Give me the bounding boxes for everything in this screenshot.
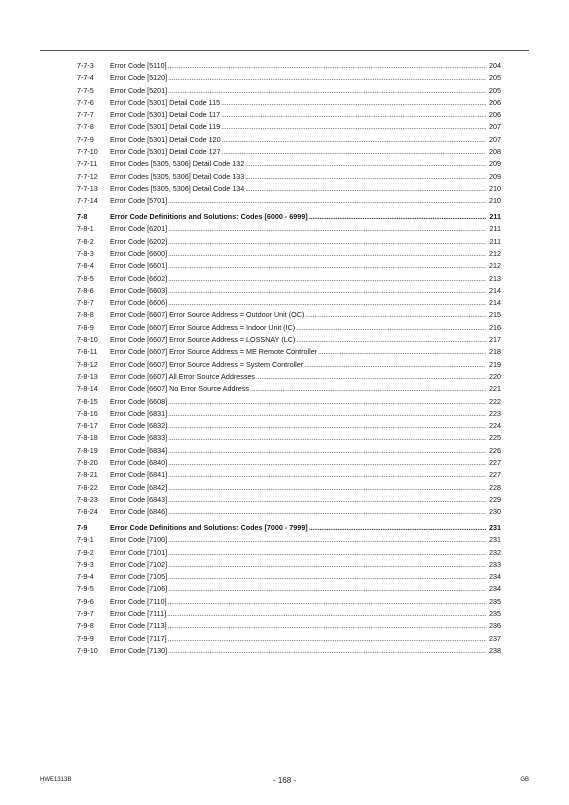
toc-entry-row[interactable] bbox=[77, 236, 501, 248]
toc-entry-number: 7-8-8 bbox=[77, 310, 94, 320]
toc-entry-row[interactable] bbox=[77, 297, 501, 309]
toc-entry-row[interactable] bbox=[77, 420, 501, 432]
toc-entry-number: 7-7-8 bbox=[77, 122, 94, 132]
dot-leader bbox=[168, 445, 486, 457]
toc-entry-number: 7-8-1 bbox=[77, 224, 94, 234]
toc-entry-page: 219 bbox=[489, 359, 501, 369]
toc-entry-number: 7-9-10 bbox=[77, 645, 98, 655]
toc-entry-page: 205 bbox=[489, 73, 501, 83]
document-code: HWE1313B bbox=[40, 777, 72, 783]
toc-entry-page: 227 bbox=[489, 470, 501, 480]
toc-entry-row[interactable] bbox=[77, 183, 501, 195]
toc-entry-row[interactable] bbox=[77, 97, 501, 109]
toc-entry-number: 7-8-3 bbox=[77, 248, 94, 258]
toc-entry-number: 7-8-17 bbox=[77, 421, 98, 431]
toc-entry-page: 216 bbox=[489, 322, 501, 332]
toc-entry-number: 7-9 bbox=[77, 522, 88, 532]
toc-entry-title: Error Code [7106] bbox=[110, 584, 168, 594]
toc-entry-page: 211 bbox=[489, 212, 501, 222]
header-rule bbox=[40, 50, 529, 51]
toc-entry-number: 7-9-3 bbox=[77, 559, 94, 569]
toc-entry-title: Error Codes [5305, 5306] Detail Code 134 bbox=[110, 183, 245, 193]
dot-leader bbox=[168, 285, 486, 297]
toc-entry-title: Error Code [5120] bbox=[110, 73, 168, 83]
toc-entry-row[interactable] bbox=[77, 309, 501, 321]
toc-entry-row[interactable] bbox=[77, 596, 501, 608]
toc-entry-title: Error Code [6606] bbox=[110, 298, 168, 308]
toc-entry-number: 7-7-13 bbox=[77, 183, 98, 193]
toc-entry-number: 7-7-7 bbox=[77, 110, 94, 120]
toc-entry-title: Error Code [5301] Detail Code 117 bbox=[110, 110, 221, 120]
dot-leader bbox=[245, 183, 486, 195]
toc-entry-page: 208 bbox=[489, 147, 501, 157]
toc-entry-title: Error Code [6603] bbox=[110, 285, 168, 295]
dot-leader bbox=[168, 195, 486, 207]
dot-leader bbox=[168, 297, 486, 309]
toc-entry-row[interactable] bbox=[77, 146, 501, 158]
toc-entry-page: 230 bbox=[489, 507, 501, 517]
toc-entry-title: Error Code [7101] bbox=[110, 547, 168, 557]
toc-entry-title: Error Code [5701] bbox=[110, 196, 168, 206]
toc-entry-page: 212 bbox=[489, 261, 501, 271]
toc-entry-page: 211 bbox=[489, 224, 501, 234]
toc-entry-number: 7-7-14 bbox=[77, 196, 98, 206]
toc-entry-page: 231 bbox=[489, 535, 501, 545]
toc-entry-page: 215 bbox=[489, 310, 501, 320]
toc-entry-row[interactable] bbox=[77, 260, 501, 272]
toc-entry-number: 7-8-5 bbox=[77, 273, 94, 283]
toc-entry-page: 222 bbox=[489, 396, 501, 406]
dot-leader bbox=[168, 534, 486, 546]
toc-entry-number: 7-8-21 bbox=[77, 470, 98, 480]
toc-entry-title: Error Code [5301] Detail Code 127 bbox=[110, 147, 221, 157]
toc-entry-row[interactable] bbox=[77, 121, 501, 133]
toc-entry-page: 211 bbox=[489, 236, 501, 246]
toc-entry-page: 227 bbox=[489, 458, 501, 467]
dot-leader bbox=[304, 359, 486, 371]
toc-entry-number: 7-8-16 bbox=[77, 408, 98, 418]
toc-entry-number: 7-8-4 bbox=[77, 261, 94, 271]
toc-entry-title: Error Code [6832] bbox=[110, 421, 168, 431]
toc-entry-number: 7-7-9 bbox=[77, 134, 94, 144]
toc-entry-row[interactable] bbox=[77, 506, 501, 518]
toc-entry-page: 236 bbox=[489, 621, 501, 631]
dot-leader bbox=[168, 248, 486, 260]
toc-entry-title: Error Code [6831] bbox=[110, 408, 168, 418]
dot-leader bbox=[168, 547, 486, 559]
toc-entry-title: Error Code [5301] Detail Code 120 bbox=[110, 134, 221, 144]
toc-entry-title: Error Code [5301] Detail Code 119 bbox=[110, 122, 221, 132]
toc-section-row[interactable] bbox=[77, 522, 501, 534]
dot-leader bbox=[309, 522, 486, 534]
toc-entry-page: 232 bbox=[489, 547, 501, 557]
toc-entry-row[interactable] bbox=[77, 432, 501, 444]
toc-entry-row[interactable] bbox=[77, 383, 501, 395]
toc-entry-page: 217 bbox=[489, 335, 501, 345]
toc-entry-page: 221 bbox=[489, 384, 501, 394]
toc-entry-title: Error Code [6840] bbox=[110, 458, 168, 467]
toc-entry-number: 7-8-7 bbox=[77, 298, 94, 308]
toc-entry-row[interactable] bbox=[77, 195, 501, 207]
toc-entry-title: Error Code [6607] Error Source Address = ME Remote Controller bbox=[110, 347, 318, 357]
toc-entry-row[interactable] bbox=[77, 346, 501, 358]
toc-entry-number: 7-8-23 bbox=[77, 494, 98, 504]
dot-leader bbox=[168, 469, 486, 481]
toc-entry-number: 7-7-6 bbox=[77, 97, 94, 107]
toc-entry-row[interactable] bbox=[77, 408, 501, 420]
toc-entry-row[interactable] bbox=[77, 322, 501, 334]
toc-entry-row[interactable] bbox=[77, 171, 501, 183]
toc-entry-page: 204 bbox=[489, 61, 501, 70]
dot-leader bbox=[245, 158, 486, 170]
dot-leader bbox=[245, 171, 486, 183]
toc-entry-number: 7-8-19 bbox=[77, 445, 98, 455]
toc-entry-title: Error Code [6201] bbox=[110, 224, 168, 234]
toc-entry-title: Error Code [6833] bbox=[110, 433, 168, 443]
toc-entry-title: Error Code [6607] Error Source Address = Indoor Unit (IC) bbox=[110, 322, 296, 332]
toc-entry-number: 7-8-2 bbox=[77, 236, 94, 246]
toc-entry-page: 225 bbox=[489, 433, 501, 443]
dot-leader bbox=[168, 72, 486, 84]
toc-entry-title: Error Code [7117] bbox=[110, 633, 167, 643]
toc-entry-title: Error Code [6607] Error Source Address = LOSSNAY (LC) bbox=[110, 335, 296, 345]
toc-entry-row[interactable] bbox=[77, 158, 501, 170]
toc-entry-page: 210 bbox=[489, 183, 501, 193]
toc-entry-number: 7-8-14 bbox=[77, 384, 98, 394]
toc-entry-page: 235 bbox=[489, 596, 501, 606]
dot-leader bbox=[168, 457, 486, 469]
toc-entry-title: Error Code [5301] Detail Code 115 bbox=[110, 97, 221, 107]
dot-leader bbox=[168, 60, 486, 72]
toc-entry-title: Error Code [6841] bbox=[110, 470, 168, 480]
toc-entry-page: 206 bbox=[489, 110, 501, 120]
dot-leader bbox=[168, 633, 486, 645]
toc-entry-row[interactable] bbox=[77, 633, 501, 645]
dot-leader bbox=[168, 571, 486, 583]
dot-leader bbox=[168, 236, 486, 248]
toc-entry-row[interactable] bbox=[77, 285, 501, 297]
dot-leader bbox=[296, 334, 486, 346]
toc-entry-page: 207 bbox=[489, 134, 501, 144]
toc-entry-page: 238 bbox=[489, 645, 501, 655]
dot-leader bbox=[309, 211, 486, 223]
toc-entry-row[interactable] bbox=[77, 248, 501, 260]
dot-leader bbox=[168, 408, 486, 420]
toc-entry-title: Error Code [6607] Error Source Address = System Controller bbox=[110, 359, 304, 369]
toc-entry-number: 7-9-9 bbox=[77, 633, 94, 643]
toc-entry-number: 7-7-3 bbox=[77, 61, 94, 70]
toc-entry-page: 229 bbox=[489, 494, 501, 504]
toc-entry-page: 237 bbox=[489, 633, 501, 643]
toc-entry-page: 205 bbox=[489, 85, 501, 95]
toc-entry-number: 7-8 bbox=[77, 212, 88, 222]
dot-leader bbox=[168, 273, 486, 285]
toc-entry-number: 7-8-10 bbox=[77, 335, 98, 345]
toc-entry-title: Error Code [6846] bbox=[110, 507, 168, 517]
toc-entry-row[interactable] bbox=[77, 482, 501, 494]
toc-entry-row[interactable] bbox=[77, 534, 501, 546]
toc-entry-number: 7-9-5 bbox=[77, 584, 94, 594]
toc-entry-title: Error Code Definitions and Solutions: Codes [7000 - 7999] bbox=[110, 522, 308, 532]
toc-entry-number: 7-7-12 bbox=[77, 171, 98, 181]
toc-entry-number: 7-8-13 bbox=[77, 371, 98, 381]
toc-entry-row[interactable] bbox=[77, 583, 501, 595]
dot-leader bbox=[296, 322, 486, 334]
toc-entry-row[interactable] bbox=[77, 223, 501, 235]
toc-entry-number: 7-8-6 bbox=[77, 285, 94, 295]
dot-leader bbox=[168, 482, 486, 494]
toc-entry-number: 7-8-11 bbox=[77, 347, 98, 357]
toc-entry-page: 234 bbox=[489, 572, 501, 582]
toc-entry-number: 7-8-9 bbox=[77, 322, 94, 332]
toc-entry-title: Error Code [6834] bbox=[110, 445, 168, 455]
toc-entry-row[interactable] bbox=[77, 134, 501, 146]
toc-entry-row[interactable] bbox=[77, 72, 501, 84]
toc-entry-title: Error Code [6842] bbox=[110, 482, 168, 492]
dot-leader bbox=[167, 608, 486, 620]
dot-leader bbox=[250, 383, 486, 395]
toc-entry-title: Error Code [7102] bbox=[110, 559, 168, 569]
toc-entry-page: 223 bbox=[489, 408, 501, 418]
toc-entry-title: Error Code [7113] bbox=[110, 621, 167, 631]
dot-leader bbox=[168, 506, 486, 518]
toc-entry-page: 212 bbox=[489, 248, 501, 258]
toc-entry-page: 235 bbox=[489, 609, 501, 619]
toc-entry-title: Error Code [7110] bbox=[110, 596, 167, 606]
toc-entry-title: Error Codes [5305, 5306] Detail Code 133 bbox=[110, 171, 245, 181]
toc-entry-page: 233 bbox=[489, 559, 501, 569]
toc-entry-title: Error Code [7105] bbox=[110, 572, 168, 582]
dot-leader bbox=[256, 371, 486, 383]
dot-leader bbox=[168, 420, 486, 432]
toc-entry-title: Error Code [5110] bbox=[110, 61, 167, 70]
toc-entry-page: 207 bbox=[489, 122, 501, 132]
toc-entry-title: Error Code [6608] bbox=[110, 396, 168, 406]
toc-entry-number: 7-8-24 bbox=[77, 507, 98, 517]
dot-leader bbox=[221, 97, 486, 109]
toc-entry-number: 7-8-18 bbox=[77, 433, 98, 443]
toc-entry-title: Error Code Definitions and Solutions: Codes [6000 - 6999] bbox=[110, 212, 308, 222]
dot-leader bbox=[305, 309, 486, 321]
toc-entry-row[interactable] bbox=[77, 445, 501, 457]
toc-entry-title: Error Codes [5305, 5306] Detail Code 132 bbox=[110, 159, 245, 169]
toc-entry-row[interactable] bbox=[77, 571, 501, 583]
dot-leader bbox=[168, 260, 486, 272]
dot-leader bbox=[168, 583, 486, 595]
toc-entry-row[interactable] bbox=[77, 608, 501, 620]
toc-entry-title: Error Code [6202] bbox=[110, 236, 168, 246]
dot-leader bbox=[168, 559, 486, 571]
toc-entry-row[interactable] bbox=[77, 559, 501, 571]
toc-entry-page: 209 bbox=[489, 171, 501, 181]
dot-leader bbox=[221, 121, 486, 133]
toc-entry-number: 7-9-6 bbox=[77, 596, 94, 606]
dot-leader bbox=[318, 346, 486, 358]
toc-entry-number: 7-9-1 bbox=[77, 535, 94, 545]
toc-entry-number: 7-9-2 bbox=[77, 547, 94, 557]
toc-entry-row[interactable] bbox=[77, 359, 501, 371]
toc-entry-page: 209 bbox=[489, 159, 501, 169]
toc-entry-number: 7-7-5 bbox=[77, 85, 94, 95]
toc-entry-page: 210 bbox=[489, 196, 501, 206]
toc-entry-title: Error Code [7130] bbox=[110, 645, 168, 655]
toc-entry-number: 7-9-7 bbox=[77, 609, 94, 619]
toc-entry-number: 7-8-20 bbox=[77, 458, 98, 467]
toc-entry-row[interactable] bbox=[77, 494, 501, 506]
toc-entry-row[interactable] bbox=[77, 85, 501, 97]
toc-entry-title: Error Code [6600] bbox=[110, 248, 168, 258]
toc-entry-title: Error Code [6607] No Error Source Address bbox=[110, 384, 250, 394]
toc-entry-title: Error Code [5201] bbox=[110, 85, 168, 95]
dot-leader bbox=[168, 596, 486, 608]
toc-entry-row[interactable] bbox=[77, 334, 501, 346]
toc-entry-number: 7-9-8 bbox=[77, 621, 94, 631]
dot-leader bbox=[168, 432, 486, 444]
toc-entry-row[interactable] bbox=[77, 645, 501, 657]
toc-entry-number: 7-8-12 bbox=[77, 359, 98, 369]
toc-entry-page: 234 bbox=[489, 584, 501, 594]
toc-entry-title: Error Code [6607] All Error Source Addresses bbox=[110, 371, 256, 381]
toc-entry-number: 7-7-10 bbox=[77, 147, 98, 157]
toc-entry-title: Error Code [6607] Error Source Address = Outdoor Unit (OC) bbox=[110, 310, 305, 320]
toc-entry-row[interactable] bbox=[77, 109, 501, 121]
page-number: - 168 - bbox=[272, 776, 297, 785]
toc-entry-number: 7-9-4 bbox=[77, 572, 94, 582]
dot-leader bbox=[168, 494, 486, 506]
dot-leader bbox=[168, 223, 486, 235]
toc-entry-page: 228 bbox=[489, 482, 501, 492]
toc-entry-page: 224 bbox=[489, 421, 501, 431]
toc-entry-number: 7-8-15 bbox=[77, 396, 98, 406]
toc-entry-row[interactable] bbox=[77, 547, 501, 559]
table-of-contents bbox=[77, 60, 501, 657]
toc-entry-title: Error Code [7111] bbox=[110, 609, 167, 619]
toc-entry-row[interactable] bbox=[77, 273, 501, 285]
toc-entry-row[interactable] bbox=[77, 396, 501, 408]
dot-leader bbox=[221, 109, 486, 121]
toc-entry-row[interactable] bbox=[77, 620, 501, 632]
toc-entry-page: 226 bbox=[489, 445, 501, 455]
toc-section-row[interactable] bbox=[77, 211, 501, 223]
toc-entry-row[interactable] bbox=[77, 457, 501, 469]
dot-leader bbox=[222, 134, 486, 146]
dot-leader bbox=[168, 620, 486, 632]
toc-entry-page: 214 bbox=[489, 298, 501, 308]
region-code: GB bbox=[520, 777, 529, 783]
toc-entry-row[interactable] bbox=[77, 371, 501, 383]
toc-entry-number: 7-7-11 bbox=[77, 159, 98, 169]
dot-leader bbox=[222, 146, 486, 158]
toc-entry-page: 218 bbox=[489, 347, 501, 357]
toc-entry-title: Error Code [6602] bbox=[110, 273, 168, 283]
dot-leader bbox=[168, 396, 486, 408]
toc-entry-page: 220 bbox=[489, 371, 501, 381]
toc-entry-page: 213 bbox=[489, 273, 501, 283]
dot-leader bbox=[168, 85, 486, 97]
toc-entry-number: 7-7-4 bbox=[77, 73, 94, 83]
toc-entry-title: Error Code [6843] bbox=[110, 494, 168, 504]
toc-entry-title: Error Code [7100] bbox=[110, 535, 168, 545]
toc-entry-page: 214 bbox=[489, 285, 501, 295]
toc-entry-page: 231 bbox=[489, 522, 501, 532]
toc-entry-page: 206 bbox=[489, 97, 501, 107]
toc-entry-row[interactable] bbox=[77, 469, 501, 481]
toc-entry-number: 7-8-22 bbox=[77, 482, 98, 492]
toc-entry-title: Error Code [6601] bbox=[110, 261, 168, 271]
toc-entry-row[interactable] bbox=[77, 60, 501, 72]
dot-leader bbox=[168, 645, 486, 657]
